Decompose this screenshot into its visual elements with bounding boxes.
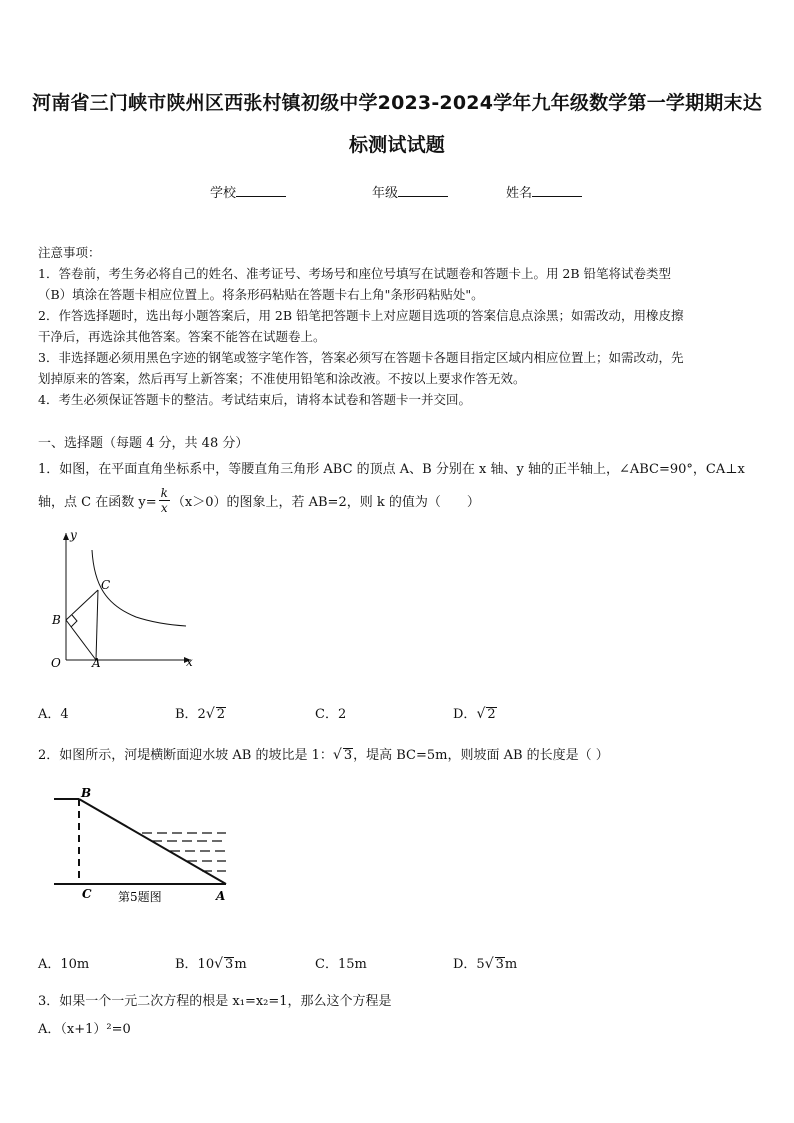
sqrt-symbol: √ bbox=[484, 956, 494, 972]
label-b: B bbox=[52, 613, 61, 627]
grade-blank bbox=[398, 184, 448, 197]
q1-option-c: C．2 bbox=[315, 707, 347, 722]
figure-caption: 第5题图 bbox=[118, 890, 162, 904]
q1-line2-post: （x＞0）的图象上，若 AB=2，则 k 的值为（ ） bbox=[171, 495, 480, 510]
notes-line: 3．非选择题必须用黑色字迹的钢笔或签字笔作答，答案必须写在答题卡各题目指定区域内相应位置上；如需改动，先 bbox=[38, 350, 684, 365]
q2-option-b-radicand: 3 bbox=[225, 957, 234, 972]
q1-option-d bbox=[453, 703, 497, 722]
q1-line2 bbox=[38, 486, 758, 515]
q1-frac-numerator: k bbox=[160, 486, 168, 500]
notes-line: （B）填涂在答题卡相应位置上。将条形码粘贴在答题卡右上角"条形码粘贴处"。 bbox=[38, 287, 484, 302]
notes-line: 1．答卷前，考生务必将自己的姓名、准考证号、考场号和座位号填写在试题卷和答题卡上。用 2B 铅笔将试卷类型 bbox=[38, 266, 672, 281]
grade-field bbox=[372, 182, 448, 201]
notes-line: 划掉原来的答案，然后再写上新答案；不准使用铅笔和涂改液。不按以上要求作答无效。 bbox=[38, 371, 526, 386]
q1-line2-pre: 轴，点 C 在函数 y= bbox=[38, 495, 157, 510]
label-x: x bbox=[186, 655, 193, 669]
page-title: 河南省三门峡市陕州区西张村镇初级中学2023-2024学年九年级数学第一学期期末达 bbox=[32, 92, 762, 114]
q1-option-b-text: B．2 bbox=[175, 707, 206, 722]
q2-option-b-unit: m bbox=[234, 957, 247, 972]
sqrt-symbol: √ bbox=[476, 706, 486, 722]
q1-fraction bbox=[159, 486, 170, 515]
label-c: C bbox=[82, 887, 92, 901]
page-title-line2: 标测试试题 bbox=[348, 134, 445, 156]
label-c: C bbox=[101, 578, 111, 592]
label-a: A bbox=[216, 889, 226, 903]
q2-line bbox=[38, 744, 758, 763]
sqrt-symbol: √ bbox=[205, 706, 215, 722]
notes-block bbox=[38, 242, 758, 410]
q3-line: 3．如果一个一元二次方程的根是 x₁=x₂=1，那么这个方程是 bbox=[38, 994, 392, 1009]
q1-frac-denominator: x bbox=[160, 501, 168, 515]
school-blank bbox=[236, 184, 286, 197]
label-o: O bbox=[51, 656, 61, 670]
q2-option-d bbox=[453, 953, 517, 972]
label-a: A bbox=[92, 656, 101, 670]
q1-line1: 1．如图，在平面直角坐标系中，等腰直角三角形 ABC 的顶点 A、B 分别在 x 轴、y 轴的正半轴上，∠ABC=90°，CA⊥x bbox=[38, 462, 745, 477]
section-heading: 一、选择题（每题 4 分，共 48 分） bbox=[38, 436, 249, 451]
notes-line: 4．考生必须保证答题卡的整洁。考试结束后，请将本试卷和答题卡一并交回。 bbox=[38, 392, 471, 407]
segment-ba bbox=[66, 620, 96, 660]
notes-line: 干净后，再选涂其他答案。答案不能答在试题卷上。 bbox=[38, 329, 326, 344]
right-angle-marker bbox=[71, 615, 77, 627]
q1-figure bbox=[36, 525, 200, 673]
segment-bc bbox=[66, 590, 98, 620]
q2-option-d-radicand: 3 bbox=[495, 957, 504, 972]
school-label: 学校 bbox=[210, 186, 237, 201]
sqrt-symbol: √ bbox=[214, 956, 224, 972]
label-y: y bbox=[70, 528, 77, 542]
q2-option-d-unit: m bbox=[504, 957, 518, 972]
y-axis-arrow bbox=[63, 533, 69, 540]
school-field bbox=[210, 182, 286, 201]
segment-ca bbox=[96, 590, 98, 660]
q2-option-b-text: B．10 bbox=[175, 957, 215, 972]
q1-option-a: A．4 bbox=[38, 707, 69, 722]
q1-option-b bbox=[175, 703, 226, 722]
name-blank bbox=[532, 184, 582, 197]
q2-figure bbox=[50, 785, 240, 910]
name-label: 姓名 bbox=[506, 186, 533, 201]
q2-option-c: C．15m bbox=[315, 957, 367, 972]
q2-option-b bbox=[175, 953, 247, 972]
label-b: B bbox=[81, 786, 92, 800]
notes-heading: 注意事项： bbox=[38, 245, 101, 260]
q2-option-a: A．10m bbox=[38, 957, 90, 972]
q2-line-radicand: 3 bbox=[343, 748, 353, 763]
sqrt-symbol: √ bbox=[332, 747, 342, 763]
q1-option-d-radicand: 2 bbox=[487, 707, 496, 722]
q1-option-d-text: D． bbox=[453, 707, 477, 722]
q2-option-d-text: D．5 bbox=[453, 957, 485, 972]
q2-line-post: ，堤高 BC=5m，则坡面 AB 的长度是（ ） bbox=[353, 748, 609, 763]
q1-option-b-radicand: 2 bbox=[216, 707, 226, 722]
q3-option-a: A．（x+1）²=0 bbox=[38, 1022, 131, 1037]
name-field bbox=[506, 182, 582, 201]
q2-line-pre: 2．如图所示，河堤横断面迎水坡 AB 的坡比是 1： bbox=[38, 748, 333, 763]
notes-line: 2．作答选择题时，选出每小题答案后，用 2B 铅笔把答题卡上对应题目选项的答案信息点涂黑；如需改动，用橡皮擦 bbox=[38, 308, 684, 323]
grade-label: 年级 bbox=[372, 186, 399, 201]
